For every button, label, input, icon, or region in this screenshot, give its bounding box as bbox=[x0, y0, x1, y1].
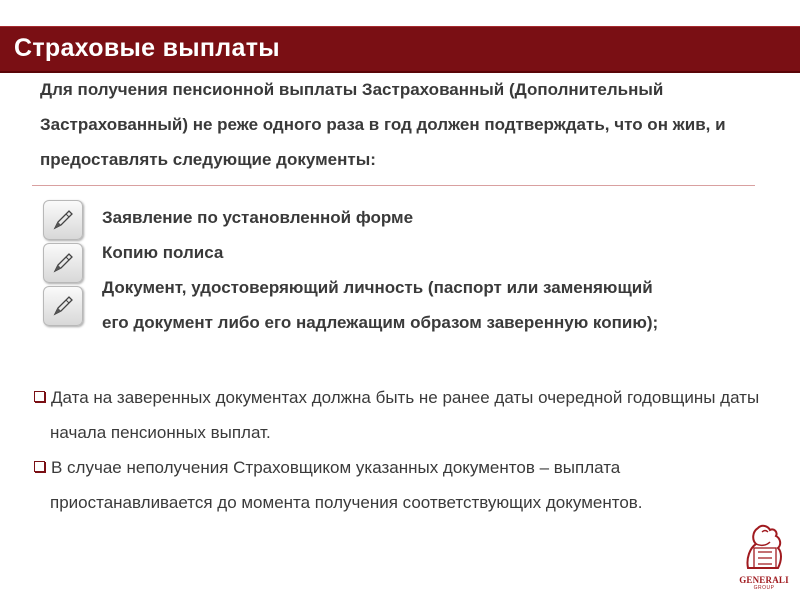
document-item: Документ, удостоверяющий личность (паспорт или заменяющий его документ либо его надлежащим образом заверенную копию); bbox=[102, 278, 659, 332]
pen-icon bbox=[43, 243, 83, 283]
document-item: Заявление по установленной форме bbox=[102, 208, 414, 227]
document-item: Копию полиса bbox=[102, 243, 224, 262]
page-title: Страховые выплаты bbox=[14, 34, 280, 62]
title-bar bbox=[0, 26, 800, 73]
divider bbox=[32, 185, 755, 186]
pen-icon bbox=[43, 200, 83, 240]
generali-logo bbox=[738, 518, 790, 592]
bullet-item bbox=[18, 450, 778, 520]
pen-icon bbox=[43, 286, 83, 326]
bullet-text: В случае неполучения Страховщиком указанных документов – выплата приостанавливается до момента получения соответствующих документов. bbox=[50, 458, 643, 512]
intro-text: Для получения пенсионной выплаты Застрахованный (Дополнительный Застрахованный) не реже одного раза в год должен подтверждать, что он жив, и предоставлять следующие документы: bbox=[40, 80, 726, 169]
bullet-list bbox=[18, 380, 778, 520]
document-list bbox=[102, 200, 662, 340]
checkbox-bullet-icon bbox=[34, 391, 45, 402]
logo-sub: GROUP bbox=[753, 585, 775, 591]
checkbox-bullet-icon bbox=[34, 461, 45, 472]
bullet-text: Дата на заверенных документах должна быть не ранее даты очередной годовщины даты начала пенсионных выплат. bbox=[50, 388, 760, 442]
lion-icon bbox=[738, 518, 790, 574]
logo-name: GENERALI bbox=[739, 575, 789, 585]
bullet-item bbox=[18, 380, 778, 450]
